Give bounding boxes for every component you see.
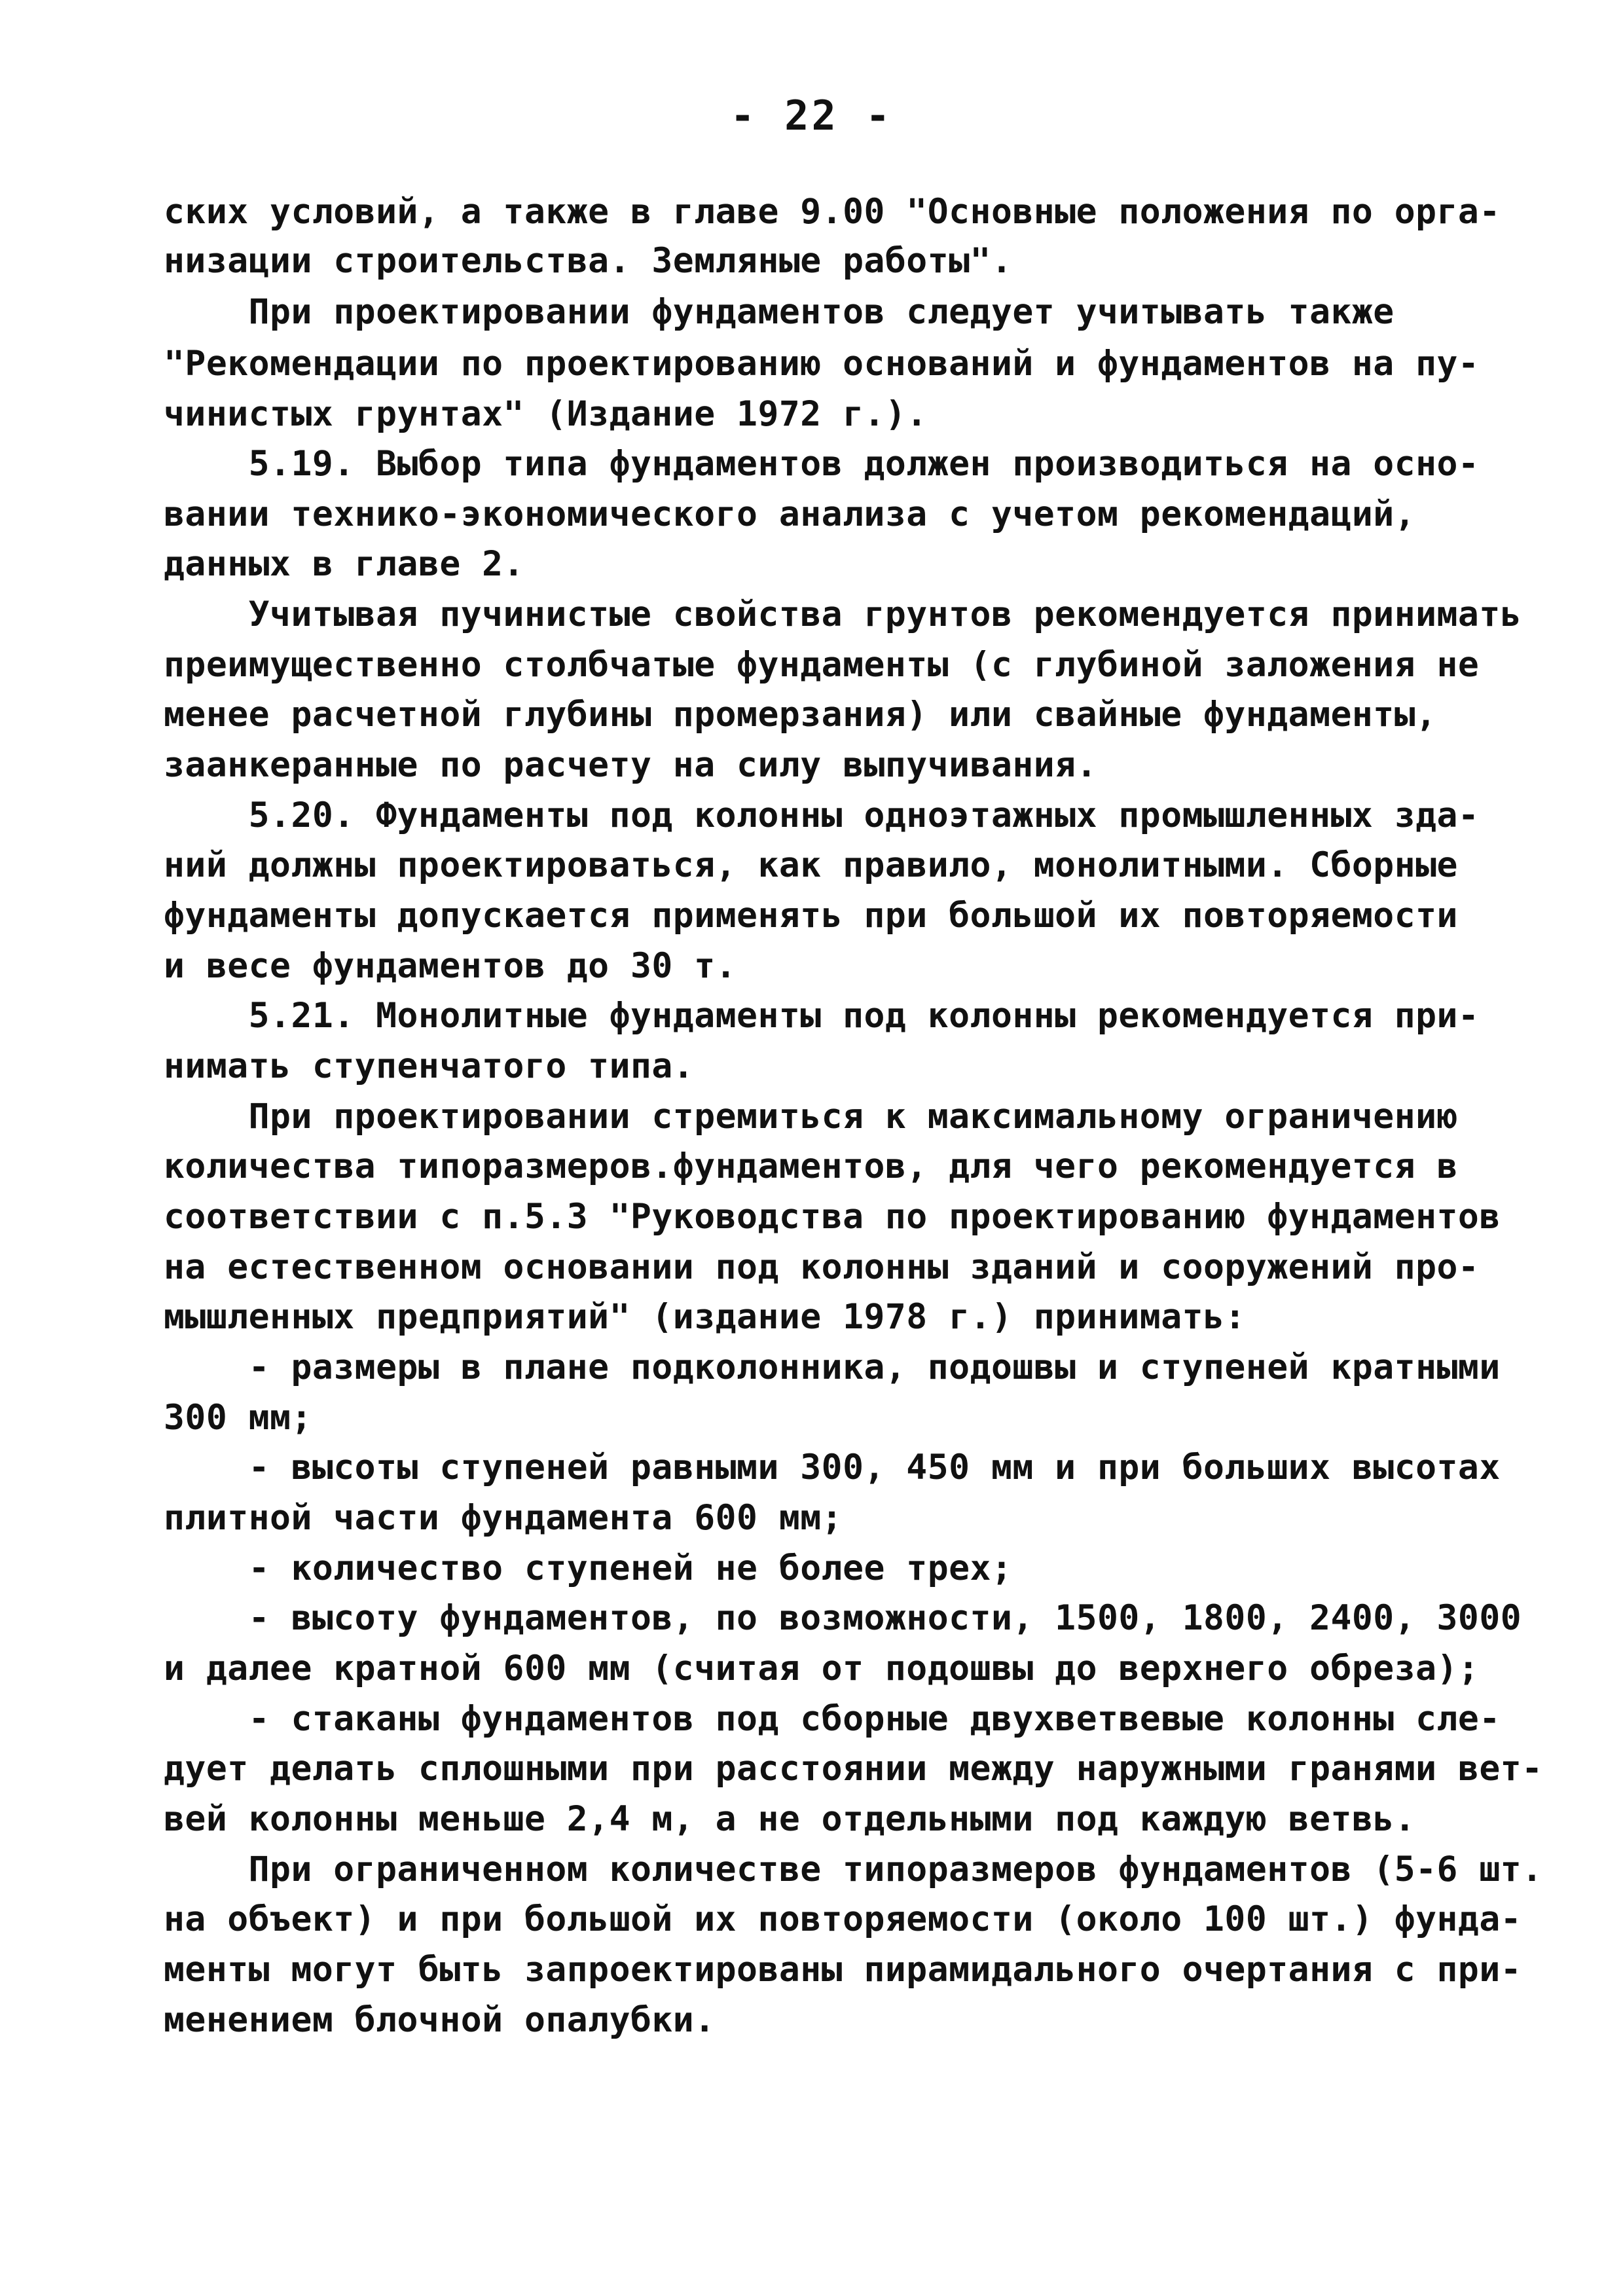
- text-line-25: 300 мм;: [164, 1398, 312, 1438]
- text-line-11: менее расчетной глубины промерзания) или свайные фундаменты,: [164, 695, 1437, 735]
- text-line-20: количества типоразмеров.фундаментов, для чего рекомендуется в: [164, 1146, 1458, 1186]
- text-line-13: 5.20. Фундаменты под колонны одноэтажных промышленных зда-: [164, 795, 1480, 835]
- text-line-35: на объект) и при большой их повторяемости (около 100 шт.) фунда-: [164, 1899, 1522, 1939]
- text-line-32: дует делать сплошными при расстоянии между наружными гранями вет-: [164, 1749, 1543, 1789]
- text-line-26: - высоты ступеней равными 300, 450 мм и при больших высотах: [164, 1448, 1501, 1487]
- text-line-30: и далее кратной 600 мм (считая от подошвы до верхнего обреза);: [164, 1649, 1480, 1688]
- text-line-7: вании технико-экономического анализа с учетом рекомендаций,: [164, 494, 1416, 534]
- text-line-12: заанкеранные по расчету на силу выпучивания.: [164, 745, 1097, 785]
- text-line-16: и весе фундаментов до 30 т.: [164, 946, 737, 986]
- text-line-33: вей колонны меньше 2,4 м, а не отдельными под каждую ветвь.: [164, 1799, 1416, 1839]
- text-line-9: Учитывая пучинистые свойства грунтов рекомендуется принимать: [164, 594, 1522, 634]
- text-line-31: - стаканы фундаментов под сборные двухветвевые колонны сле-: [164, 1699, 1501, 1739]
- text-line-5: чинистых грунтах" (Издание 1972 г.).: [164, 394, 928, 434]
- text-line-34: При ограниченном количестве типоразмеров фундаментов (5-6 шт.: [164, 1850, 1543, 1889]
- text-line-1: ских условий, а также в главе 9.00 "Основные положения по орга-: [164, 192, 1501, 232]
- text-line-8: данных в главе 2.: [164, 544, 524, 584]
- text-line-2: низации строительства. Земляные работы".: [164, 241, 1013, 281]
- text-line-24: - размеры в плане подколонника, подошвы и ступеней кратными: [164, 1347, 1501, 1387]
- text-line-3: При проектировании фундаментов следует учитывать также: [164, 292, 1395, 332]
- text-line-18: нимать ступенчатого типа.: [164, 1046, 695, 1086]
- text-line-29: - высоту фундаментов, по возможности, 1500, 1800, 2400, 3000: [164, 1598, 1522, 1638]
- text-line-6: 5.19. Выбор типа фундаментов должен производиться на осно-: [164, 444, 1480, 484]
- text-line-27: плитной части фундамента 600 мм;: [164, 1498, 843, 1538]
- text-line-15: фундаменты допускается применять при большой их повторяемости: [164, 896, 1458, 936]
- text-line-23: мышленных предприятий" (издание 1978 г.) принимать:: [164, 1297, 1246, 1337]
- text-line-21: соответствии с п.5.3 "Руководства по проектированию фундаментов: [164, 1197, 1501, 1237]
- text-line-17: 5.21. Монолитные фундаменты под колонны рекомендуется при-: [164, 996, 1480, 1036]
- text-line-37: менением блочной опалубки.: [164, 2000, 716, 2040]
- text-line-36: менты могут быть запроектированы пирамидального очертания с при-: [164, 1950, 1522, 1990]
- text-line-10: преимущественно столбчатые фундаменты (с глубиной заложения не: [164, 645, 1480, 685]
- text-line-19: При проектировании стремиться к максимальному ограничению: [164, 1097, 1458, 1137]
- page-number: - 22 -: [730, 92, 893, 139]
- text-line-28: - количество ступеней не более трех;: [164, 1548, 1013, 1588]
- text-line-22: на естественном основании под колонны зданий и сооружений про-: [164, 1247, 1480, 1287]
- text-line-4: "Рекомендации по проектированию оснований и фундаментов на пу-: [164, 344, 1480, 384]
- text-line-14: ний должны проектироваться, как правило, монолитными. Сборные: [164, 845, 1458, 885]
